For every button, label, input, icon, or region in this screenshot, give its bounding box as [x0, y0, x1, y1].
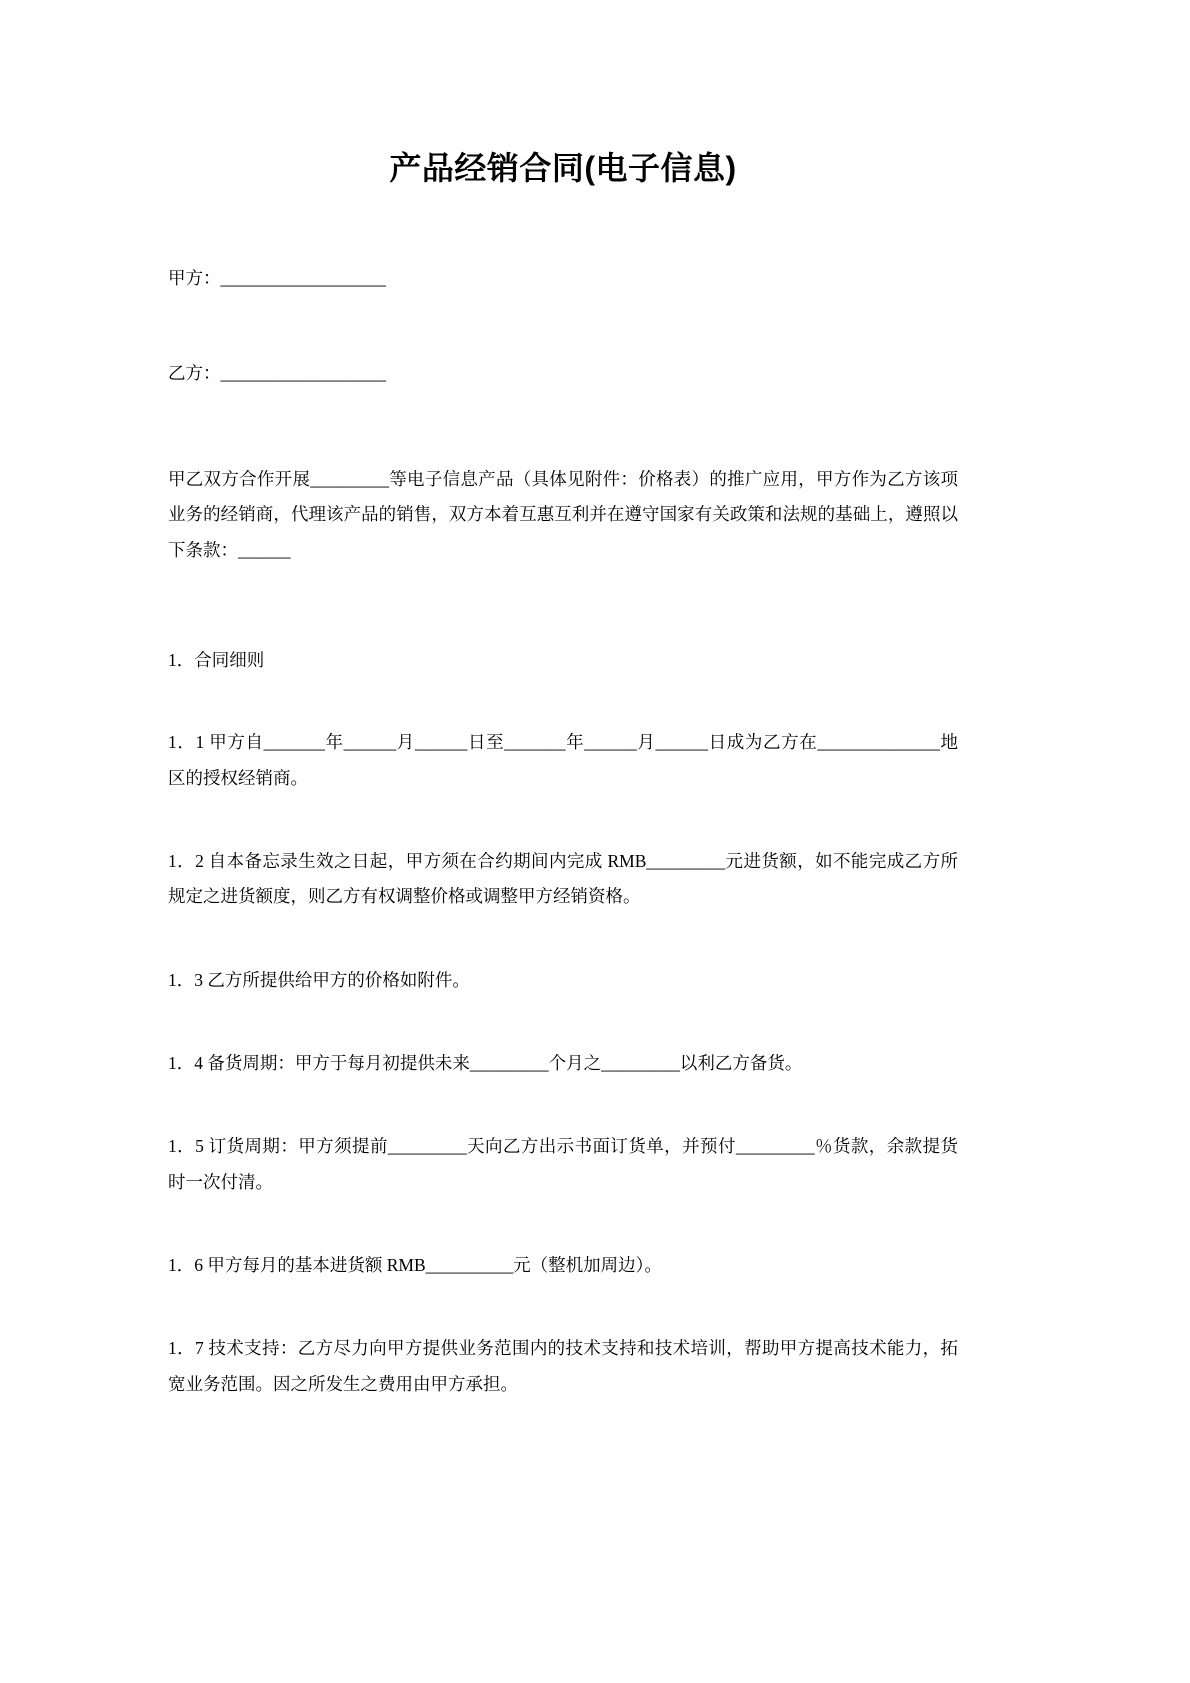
party-b-label: 乙方： — [168, 362, 221, 383]
intro-paragraph: 甲乙双方合作开展_________等电子信息产品（具体见附件：价格表）的推广应用，甲方作为乙方该项业务的经销商，代理该产品的销售，双方本着互惠互利并在遵守国家有关政策和法规的基础上，遵照以下条款：______ — [168, 469, 958, 560]
clause-1-5: 1．5 订货周期：甲方须提前_________天向乙方出示书面订货单，并预付_________％货款，余款提货时一次付清。 — [168, 1136, 958, 1192]
document-body — [168, 0, 958, 1402]
clause-1-2: 1．2 自本备忘录生效之日起，甲方须在合约期间内完成 RMB_________元进货额，如不能完成乙方所规定之进货额度，则乙方有权调整价格或调整甲方经销资格。 — [168, 851, 958, 907]
clause-1-4: 1．4 备货周期：甲方于每月初提供未来_________个月之_________以利乙方备货。 — [168, 1053, 803, 1074]
clause-1-6: 1．6 甲方每月的基本进货额 RMB__________元（整机加周边）。 — [168, 1255, 662, 1276]
party-b-line — [168, 295, 958, 390]
clause-1-3: 1．3 乙方所提供给甲方的价格如附件。 — [168, 969, 470, 990]
party-a-label: 甲方： — [168, 267, 221, 288]
party-a-blank: ____________________ — [220, 267, 386, 288]
party-b-blank: ____________________ — [220, 362, 386, 383]
clause-1-7: 1．7 技术支持：乙方尽力向甲方提供业务范围内的技术支持和技术培训，帮助甲方提高技术能力，拓宽业务范围。因之所发生之费用由甲方承担。 — [168, 1338, 958, 1394]
clause-1-1: 1．1 甲方自_______年______月______日至_______年______月______日成为乙方在______________地区的授权经销商。 — [168, 732, 958, 788]
page-title: 产品经销合同(电子信息) — [389, 150, 737, 186]
section-heading-1: 1．合同细则 — [168, 650, 265, 671]
party-a-line — [168, 190, 958, 295]
